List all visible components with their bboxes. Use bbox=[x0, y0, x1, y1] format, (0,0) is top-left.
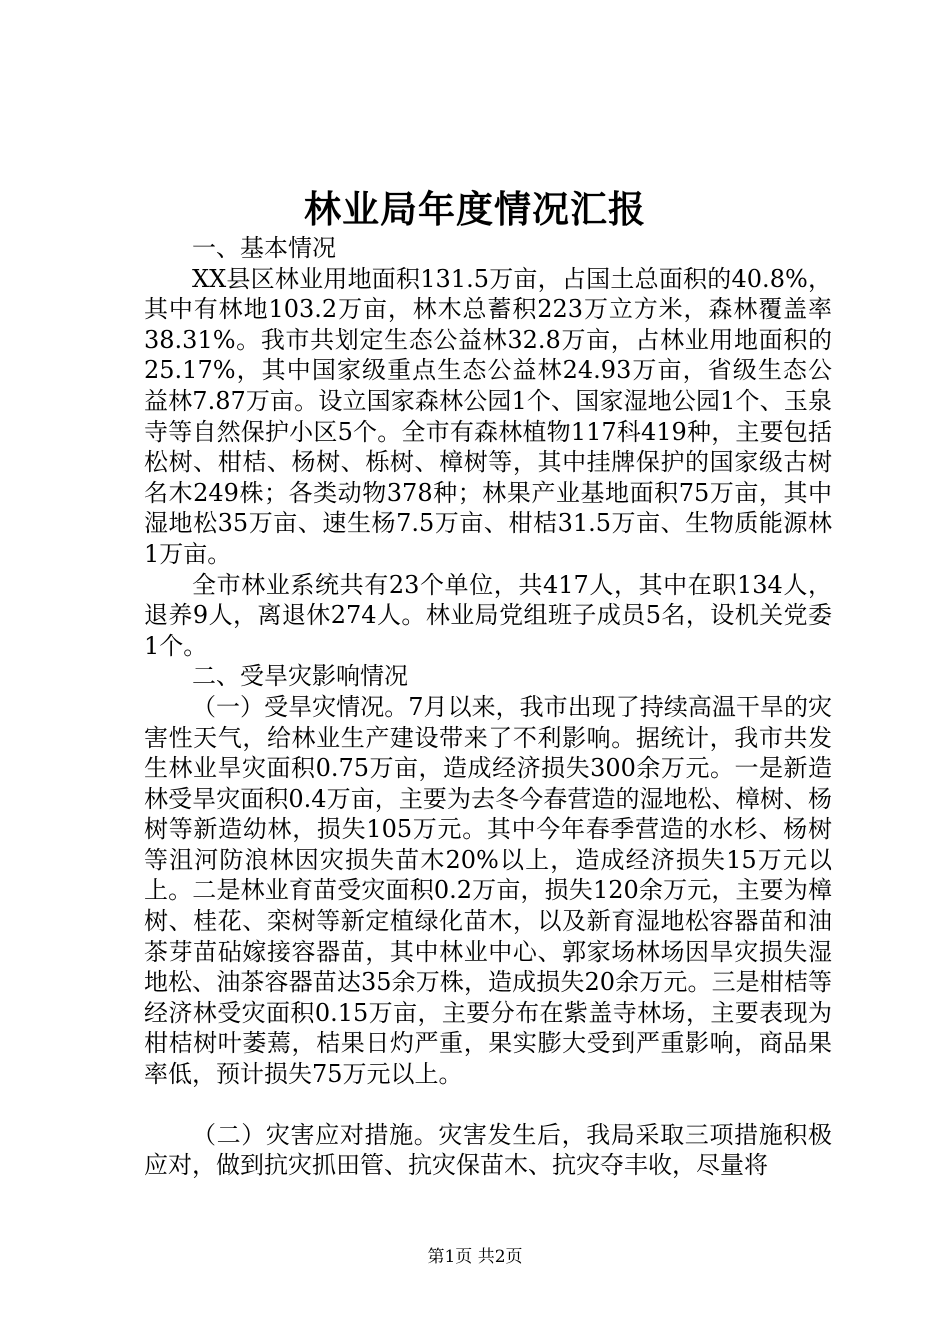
section-heading-drought: 二、受旱灾影响情况 bbox=[192, 662, 408, 691]
paragraph-drought-impact: （一）受旱灾情况。7月以来，我市出现了持续高温干旱的灾害性天气，给林业生产建设带来了不利影响。据统计，我市共发生林业旱灾面积0.75万亩，造成经济损失300余万元。一是新造林受旱灾面积0.4万亩，主要为去冬今春营造的湿地松、樟树、杨树等新造幼林，损失105万元。其中今年春季营造的水杉、杨树等沮河防浪林因灾损失苗木20%以上，造成经济损失15万元以上。二是林业育苗受灾面积0.2万亩，损失120余万元，主要为樟树、桂花、栾树等新定植绿化苗木，以及新育湿地松容器苗和油茶芽苗砧嫁接容器苗，其中林业中心、郭家场林场因旱灾损失湿地松、油茶容器苗达35余万株，造成损失20余万元。三是柑桔等经济林受灾面积0.15万亩，主要分布在紫盖寺林场，主要表现为柑桔树叶萎蔫，桔果日灼严重，果实膨大受到严重影响，商品果率低，预计损失75万元以上。 bbox=[144, 692, 832, 1089]
document-title: 林业局年度情况汇报 bbox=[304, 187, 646, 231]
paragraph-response-measures: （二）灾害应对措施。灾害发生后，我局采取三项措施积极应对，做到抗灾抓田管、抗灾保苗木、抗灾夺丰收，尽量将 bbox=[144, 1120, 832, 1180]
section-heading-basic: 一、基本情况 bbox=[192, 234, 336, 262]
paragraph-forest-overview: XX县区林业用地面积131.5万亩，占国土总面积的40.8%，其中有林地103.2万亩，林木总蓄积223万立方米，森林覆盖率38.31%。我市共划定生态公益林32.8万亩，占林业用地面积的25.17%，其中国家级重点生态公益林24.93万亩，省级生态公益林7.87万亩。设立国家森林公园1个、国家湿地公园1个、玉泉寺等自然保护小区5个。全市有森林植物117科419种，主要包括松树、柑桔、杨树、栎树、樟树等，其中挂牌保护的国家级古树名木249株；各类动物378种；林果产业基地面积75万亩，其中湿地松35万亩、速生杨7.5万亩、柑桔31.5万亩、生物质能源林1万亩。 bbox=[144, 264, 832, 568]
page-number-footer: 第1页 共2页 bbox=[427, 1247, 523, 1267]
paragraph-staff: 全市林业系统共有23个单位，共417人，其中在职134人，退养9人，离退休274人。林业局党组班子成员5名，设机关党委1个。 bbox=[144, 570, 832, 660]
document-body bbox=[144, 233, 832, 1181]
